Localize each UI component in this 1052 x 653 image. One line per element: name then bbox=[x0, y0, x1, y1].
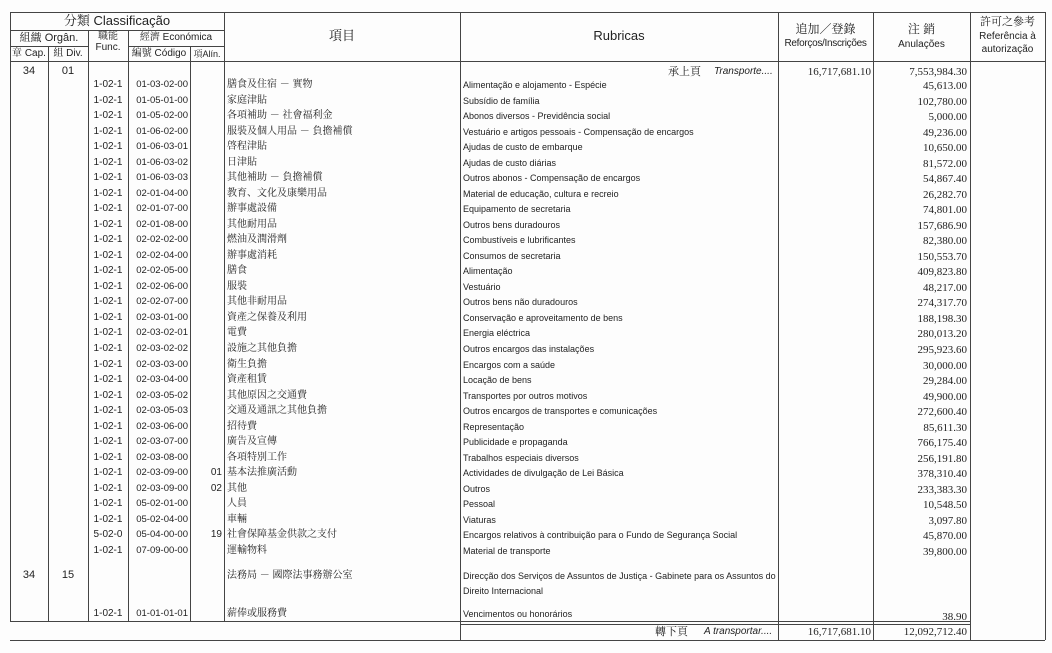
header-func: Func. bbox=[95, 42, 121, 53]
row-func: 1-02-1 bbox=[93, 79, 123, 90]
row-rubrica: Vestuário e artigos pessoais - Compensação de encargos bbox=[463, 126, 694, 137]
row-item-zh: 膳食及住宿 － 實物 bbox=[227, 79, 313, 90]
row-item-zh: 設施之其他負擔 bbox=[227, 343, 297, 354]
row-code: 02-03-02-02 bbox=[136, 343, 188, 354]
row-amount: 157,686.90 bbox=[917, 219, 967, 232]
row-code: 05-02-01-00 bbox=[136, 498, 188, 510]
row-code: 01-06-03-03 bbox=[136, 172, 188, 184]
row-item-zh: 辦事處設備 bbox=[227, 203, 277, 215]
row-item-zh: 其他耐用品 bbox=[227, 218, 277, 230]
row-rubrica: Actividades de divulgação de Lei Básica bbox=[463, 468, 624, 479]
row-rubrica: Outros abonos - Compensação de encargos bbox=[463, 173, 641, 184]
row-rubrica: Encargos relativos à contribuição para o Fundo de Segurança Social bbox=[463, 530, 738, 541]
row-amount: 10,548.50 bbox=[923, 499, 967, 512]
row-func: 1-02-1 bbox=[93, 420, 123, 432]
last-row-item-zh: 薪俸或服務費 bbox=[227, 608, 287, 619]
row-rubrica: Alimentação e alojamento - Espécie bbox=[463, 80, 607, 90]
row-item-zh: 各項補助 － 社會福利金 bbox=[227, 110, 333, 122]
row-func: 1-02-1 bbox=[93, 544, 123, 556]
row-code: 02-03-05-03 bbox=[136, 405, 188, 417]
carry-out-reforcos: 16,717,681.10 bbox=[807, 626, 871, 638]
header-code: 編號 Código bbox=[131, 48, 187, 59]
row-amount: 766,175.40 bbox=[917, 437, 967, 450]
header-func-zh: 職能 bbox=[98, 31, 118, 42]
row-func: 1-02-1 bbox=[93, 482, 123, 494]
row-item-zh: 電費 bbox=[227, 327, 247, 339]
row-amount: 378,310.40 bbox=[917, 468, 967, 481]
row-item-zh: 日津貼 bbox=[227, 156, 257, 168]
row-func: 1-02-1 bbox=[93, 94, 123, 106]
row-code: 02-02-06-00 bbox=[136, 280, 188, 292]
row-item-zh: 啓程津貼 bbox=[227, 141, 267, 153]
row-func: 5-02-0 bbox=[93, 529, 123, 541]
carry-in-div: 01 bbox=[61, 65, 75, 77]
row-func: 1-02-1 bbox=[93, 141, 123, 153]
row-rubrica: Energia eléctrica bbox=[463, 328, 531, 339]
section-rubrica-2: Direito Internacional bbox=[463, 586, 544, 596]
row-amount: 150,553.70 bbox=[917, 250, 967, 263]
row-amount: 274,317.70 bbox=[917, 297, 967, 310]
row-amount: 45,870.00 bbox=[923, 530, 967, 543]
row-rubrica: Pessoal bbox=[463, 499, 496, 510]
row-item-zh: 其他非耐用品 bbox=[227, 296, 287, 308]
header-ref-1: Referência à bbox=[979, 31, 1036, 42]
row-item-zh: 廣告及宣傳 bbox=[227, 436, 277, 448]
row-func: 1-02-1 bbox=[93, 249, 123, 261]
row-item-zh: 人員 bbox=[227, 498, 247, 510]
row-amount: 81,572.00 bbox=[923, 157, 967, 170]
row-amount: 49,900.00 bbox=[923, 390, 967, 403]
row-code: 02-01-07-00 bbox=[136, 203, 188, 215]
header-anulacoes: Anulações bbox=[898, 39, 945, 50]
row-rubrica: Ajudas de custo de embarque bbox=[463, 142, 583, 153]
row-func: 1-02-1 bbox=[93, 436, 123, 448]
section-cap: 34 bbox=[22, 569, 36, 581]
last-row-func: 1-02-1 bbox=[93, 608, 123, 619]
row-item-zh: 膳食 bbox=[227, 265, 247, 277]
header-item-zh: 項目 bbox=[328, 28, 355, 43]
row-item-zh: 其他原因之交通費 bbox=[227, 389, 307, 401]
row-amount: 188,198.30 bbox=[917, 312, 967, 325]
row-func: 1-02-1 bbox=[93, 343, 123, 354]
row-code: 05-04-00-00 bbox=[136, 529, 188, 541]
row-rubrica: Publicidade e propaganda bbox=[463, 437, 568, 448]
row-func: 1-02-1 bbox=[93, 172, 123, 184]
row-func: 1-02-1 bbox=[93, 389, 123, 401]
row-code: 01-03-02-00 bbox=[136, 79, 188, 90]
row-func: 1-02-1 bbox=[93, 327, 123, 339]
header-div: 組 Div. bbox=[53, 48, 83, 59]
row-code: 02-03-09-00 bbox=[136, 467, 188, 479]
row-alin: 19 bbox=[210, 529, 222, 541]
row-amount: 280,013.20 bbox=[917, 328, 967, 341]
row-item-zh: 教育、文化及康樂用品 bbox=[227, 187, 327, 199]
row-func: 1-02-1 bbox=[93, 110, 123, 122]
row-item-zh: 交通及通訊之其他負擔 bbox=[227, 405, 327, 417]
carry-out-label-zh: 轉下頁 bbox=[655, 626, 688, 638]
carry-out-anulacoes: 12,092,712.40 bbox=[903, 626, 967, 638]
table-bottom-border bbox=[10, 621, 970, 622]
last-row-code: 01-01-01-01 bbox=[136, 608, 188, 619]
row-code: 02-01-08-00 bbox=[136, 218, 188, 230]
row-amount: 5,000.00 bbox=[928, 111, 967, 124]
header-alin: 項Alín. bbox=[193, 49, 221, 59]
row-func: 1-02-1 bbox=[93, 234, 123, 246]
row-func: 1-02-1 bbox=[93, 156, 123, 168]
row-amount: 3,097.80 bbox=[928, 514, 967, 527]
row-code: 02-02-05-00 bbox=[136, 265, 188, 277]
header-reforcos: Reforços/Inscrições bbox=[784, 38, 867, 49]
carry-in-anulacoes: 7,553,984.30 bbox=[909, 66, 967, 78]
row-rubrica: Conservação e aproveitamento de bens bbox=[463, 312, 623, 323]
row-item-zh: 辦事處消耗 bbox=[227, 249, 277, 261]
header-economic: 經濟 Económica bbox=[139, 32, 213, 43]
row-code: 01-05-02-00 bbox=[136, 110, 188, 122]
carry-in-cap: 34 bbox=[22, 65, 36, 77]
row-amount: 74,801.00 bbox=[923, 204, 967, 217]
row-code: 02-03-08-00 bbox=[136, 451, 188, 463]
row-func: 1-02-1 bbox=[93, 187, 123, 199]
row-code: 01-05-01-00 bbox=[136, 94, 188, 106]
row-func: 1-02-1 bbox=[93, 405, 123, 417]
row-amount: 10,650.00 bbox=[923, 142, 967, 155]
header-classification: 分類 Classificação bbox=[63, 13, 171, 28]
divider bbox=[10, 12, 11, 622]
row-amount: 30,000.00 bbox=[923, 359, 967, 372]
row-rubrica: Material de educação, cultura e recreio bbox=[463, 188, 619, 199]
row-amount: 45,613.00 bbox=[923, 80, 967, 92]
row-rubrica: Ajudas de custo diárias bbox=[463, 157, 557, 168]
row-item-zh: 其他 bbox=[227, 482, 247, 494]
row-rubrica: Material de transporte bbox=[463, 545, 551, 556]
row-amount: 233,383.30 bbox=[917, 483, 967, 496]
row-item-zh: 各項特別工作 bbox=[227, 451, 287, 463]
row-func: 1-02-1 bbox=[93, 265, 123, 277]
carry-out-label: A transportar.... bbox=[704, 626, 773, 637]
row-amount: 39,800.00 bbox=[923, 545, 967, 558]
section-rubrica-1: Direcção dos Serviços de Assuntos de Justiça - Gabinete para os Assuntos do bbox=[463, 571, 776, 581]
row-code: 01-06-03-01 bbox=[136, 141, 188, 153]
divider bbox=[48, 46, 49, 622]
row-amount: 256,191.80 bbox=[917, 452, 967, 465]
row-rubrica: Abonos diversos - Previdência social bbox=[463, 111, 611, 122]
row-rubrica: Outros encargos das instalações bbox=[463, 344, 595, 354]
row-code: 02-02-02-00 bbox=[136, 234, 188, 246]
row-rubrica: Trabalhos especiais diversos bbox=[463, 452, 579, 463]
row-alin: 01 bbox=[210, 467, 222, 479]
row-rubrica: Outros bbox=[463, 483, 491, 494]
row-item-zh: 車輛 bbox=[227, 513, 247, 525]
row-code: 02-03-04-00 bbox=[136, 374, 188, 386]
footer-bottom-border bbox=[10, 640, 1045, 641]
row-amount: 295,923.60 bbox=[917, 344, 967, 356]
row-rubrica: Viaturas bbox=[463, 514, 496, 525]
row-code: 02-03-07-00 bbox=[136, 436, 188, 448]
row-func: 1-02-1 bbox=[93, 203, 123, 215]
row-func: 1-02-1 bbox=[93, 374, 123, 386]
row-code: 05-02-04-00 bbox=[136, 513, 188, 525]
header-cap: 章 Cap. bbox=[12, 48, 46, 59]
section-item-zh: 法務局 － 國際法事務辦公室 bbox=[227, 570, 353, 581]
row-code: 02-03-01-00 bbox=[136, 311, 188, 323]
carry-in-label: Transporte.... bbox=[714, 66, 773, 77]
last-row-rubrica: Vencimentos ou honorários bbox=[463, 609, 573, 619]
row-amount: 54,867.40 bbox=[923, 173, 967, 186]
row-item-zh: 服裝及個人用品 － 負擔補償 bbox=[227, 125, 353, 137]
row-alin: 02 bbox=[210, 482, 222, 494]
header-anulacoes-zh: 注 銷 bbox=[907, 22, 936, 36]
row-code: 01-06-02-00 bbox=[136, 125, 188, 137]
row-func: 1-02-1 bbox=[93, 498, 123, 510]
divider bbox=[778, 12, 779, 640]
row-code: 02-03-03-00 bbox=[136, 358, 188, 370]
row-rubrica: Subsídio de família bbox=[463, 95, 540, 106]
row-item-zh: 其他補助 － 負擔補償 bbox=[227, 172, 323, 184]
row-code: 07-09-00-00 bbox=[136, 544, 188, 556]
row-code: 02-03-06-00 bbox=[136, 420, 188, 432]
row-amount: 102,780.00 bbox=[917, 95, 967, 108]
divider bbox=[970, 12, 971, 640]
row-code: 02-03-09-00 bbox=[136, 482, 188, 494]
row-func: 1-02-1 bbox=[93, 451, 123, 463]
row-item-zh: 資產租賃 bbox=[227, 374, 267, 386]
header-ref-2: autorização bbox=[981, 44, 1034, 55]
row-rubrica: Representação bbox=[463, 421, 525, 432]
row-rubrica: Alimentação bbox=[463, 266, 513, 277]
row-rubrica: Locação de bens bbox=[463, 375, 532, 386]
row-amount: 49,236.00 bbox=[923, 126, 967, 139]
row-item-zh: 家庭津貼 bbox=[227, 94, 267, 106]
row-item-zh: 運輸物料 bbox=[227, 544, 267, 556]
row-item-zh: 服裝 bbox=[227, 280, 247, 292]
header-reforcos-zh: 追加／登錄 bbox=[795, 22, 856, 36]
section-div: 15 bbox=[61, 569, 75, 581]
carry-in-reforcos: 16,717,681.10 bbox=[807, 66, 871, 78]
row-rubrica: Outros bens duradouros bbox=[463, 219, 561, 230]
row-func: 1-02-1 bbox=[93, 513, 123, 525]
row-code: 02-03-02-01 bbox=[136, 327, 188, 339]
row-item-zh: 衛生負擔 bbox=[227, 358, 267, 370]
row-item-zh: 燃油及潤滑劑 bbox=[227, 234, 287, 246]
row-amount: 409,823.80 bbox=[917, 266, 967, 279]
row-amount: 48,217.00 bbox=[923, 281, 967, 294]
row-item-zh: 資產之保養及利用 bbox=[227, 311, 307, 323]
row-amount: 85,611.30 bbox=[923, 421, 967, 434]
row-code: 02-03-05-02 bbox=[136, 389, 188, 401]
row-code: 01-06-03-02 bbox=[136, 156, 188, 168]
header-ref-zh: 許可之參考 bbox=[980, 16, 1035, 28]
row-func: 1-02-1 bbox=[93, 358, 123, 370]
row-rubrica: Outros bens não duradouros bbox=[463, 297, 578, 308]
row-item-zh: 招待費 bbox=[227, 420, 257, 432]
row-func: 1-02-1 bbox=[93, 311, 123, 323]
row-amount: 272,600.40 bbox=[917, 406, 967, 419]
row-rubrica: Transportes por outros motivos bbox=[463, 390, 588, 401]
row-func: 1-02-1 bbox=[93, 467, 123, 479]
row-item-zh: 社會保障基金供款之支付 bbox=[227, 529, 337, 541]
row-item-zh: 基本法推廣活動 bbox=[227, 467, 297, 479]
header-rubricas: Rubricas bbox=[593, 28, 645, 43]
row-amount: 29,284.00 bbox=[923, 375, 967, 388]
row-amount: 82,380.00 bbox=[923, 235, 967, 248]
divider bbox=[224, 12, 225, 622]
row-rubrica: Encargos com a saúde bbox=[463, 359, 556, 370]
row-func: 1-02-1 bbox=[93, 218, 123, 230]
header-bottom-border bbox=[10, 61, 1045, 62]
divider bbox=[460, 12, 461, 640]
header-organ: 組織 Orgân. bbox=[19, 32, 79, 44]
row-code: 02-01-04-00 bbox=[136, 187, 188, 199]
row-func: 1-02-1 bbox=[93, 125, 123, 137]
row-rubrica: Outros encargos de transportes e comunicações bbox=[463, 406, 658, 417]
divider bbox=[1045, 12, 1046, 640]
row-rubrica: Equipamento de secretaria bbox=[463, 204, 571, 215]
last-row-amount: 38.90 bbox=[942, 611, 967, 623]
row-rubrica: Vestuário bbox=[463, 281, 501, 292]
row-amount: 26,282.70 bbox=[923, 188, 967, 201]
row-func: 1-02-1 bbox=[93, 296, 123, 308]
row-code: 02-02-07-00 bbox=[136, 296, 188, 308]
row-func: 1-02-1 bbox=[93, 280, 123, 292]
row-rubrica: Consumos de secretaria bbox=[463, 250, 561, 261]
carry-in-label-zh: 承上頁 bbox=[668, 66, 701, 78]
row-code: 02-02-04-00 bbox=[136, 249, 188, 261]
row-rubrica: Combustíveis e lubrificantes bbox=[463, 235, 576, 246]
